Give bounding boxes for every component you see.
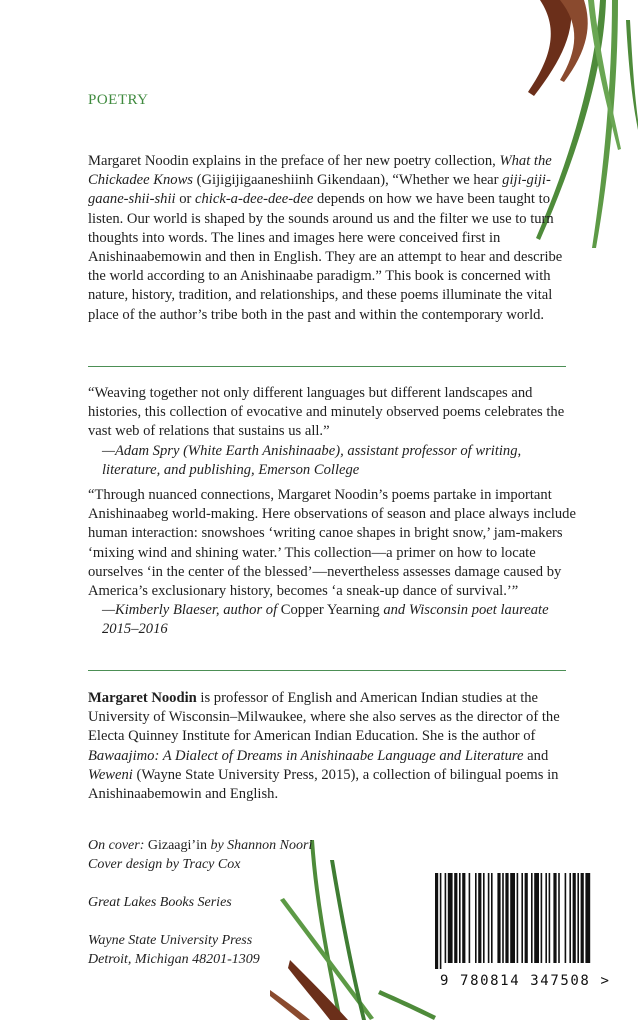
barcode-bar (475, 873, 477, 963)
barcode-bar (454, 873, 457, 963)
barcode-bar (521, 873, 523, 963)
book-title: What the Chickadee Knows (88, 153, 552, 189)
description-paragraph: Margaret Noodin explains in the preface of her new poetry collection, What the Chickadee Knows (Gijigijigaaneshiinh Gikendaan), “Whether we hear giji-giji-gaane-shii-shii or chick-a-dee-dee-dee depends on how we have been taught to listen. Our world is shaped by the sounds around us and the filter we use to turn thoughts into words. The lines and images here were conceived first in Anishinaabemowin and then in English. They are an attempt to hear and describe the world according to an Anishinaabe paradigm.” This book is concerned with nature, history, tradition, and relationships, and these poems illuminate the vital place of the author’s tribe both in the past and within the contemporary world. (88, 153, 563, 323)
barcode-bar (531, 873, 533, 963)
barcode-bar (534, 873, 539, 963)
barcode-bar (448, 873, 453, 963)
barcode-bar (549, 873, 551, 963)
barcode-bar (510, 873, 515, 963)
review-quote: “Weaving together not only different languages but different landscapes and histories, this collection of evocative and minutely observed poems celebrates the vast web of relations that sustains us all.” (88, 385, 565, 440)
barcode-bar (585, 873, 590, 963)
barcode-bar (553, 873, 556, 963)
barcode-bar (497, 873, 500, 963)
isbn-barcode (431, 873, 591, 971)
design-credit: Cover design by Tracy Cox (88, 857, 241, 872)
barcode-bar (459, 873, 461, 963)
barcode-bar (491, 873, 493, 963)
barcode-bar (483, 873, 485, 963)
barcode-bar (541, 873, 543, 963)
divider (88, 670, 566, 671)
barcode-bar (502, 873, 504, 963)
cover-credit: On cover: Gizaagi’in by Shannon Noori (88, 838, 313, 853)
barcode-bar (435, 873, 438, 969)
barcode-bar (440, 873, 442, 969)
author-name: Margaret Noodin (88, 690, 197, 706)
barcode-bar (577, 873, 579, 963)
isbn-number: 9 780814 347508 > (440, 973, 611, 989)
publisher-address: Detroit, Michigan 48201-1309 (88, 952, 260, 967)
publisher-name: Wayne State University Press (88, 933, 253, 948)
barcode-bar (462, 873, 465, 963)
barcode-bar (517, 873, 519, 963)
barcode-bar (569, 873, 571, 963)
barcode-bar (545, 873, 547, 963)
category-label: POETRY (88, 92, 149, 108)
barcode-bar (445, 873, 447, 963)
barcode-bar (525, 873, 528, 963)
review-attribution: —Kimberly Blaeser, author of Copper Yearning and Wisconsin poet laureate 2015–2016 (102, 602, 549, 638)
grass-illustration-bottom (270, 840, 440, 1020)
review-attribution: —Adam Spry (White Earth Anishinaabe), assistant professor of writing, literature, and publishing, Emerson College (102, 442, 522, 478)
review-quote: “Through nuanced connections, Margaret Noodin’s poems partake in important Anishinaabeg world-making. Here observations of season and place always include human interaction: snowshoes ‘writing canoe shapes in bright snow,’ jam-makers ‘mixing wind and shining water.’ This collection—a primer on how to locate ourselves ‘in the center of the blessed’—nevertheless assesses damage caused by America’s exclusionary history, becomes ‘a sneak-up dance of survival.’” (88, 487, 576, 600)
barcode-bar (469, 873, 471, 963)
barcode-bar (558, 873, 560, 963)
barcode-arrow: > (600, 973, 611, 989)
barcode-bar (488, 873, 490, 963)
review-blurb-2 (88, 486, 576, 640)
author-bio: Margaret Noodin is professor of English and American Indian studies at the University of Wisconsin–Milwaukee, where she also serves as the director of the Electa Quinney Institute for American Indian Education. She is the author of Bawaajimo: A Dialect of Dreams in Anishinaabe Language and Literature and Weweni (Wayne State University Press, 2015), a collection of bilingual poems in Anishinaabemowin and English. (88, 690, 560, 803)
barcode-bar (573, 873, 576, 963)
barcode-bar (505, 873, 508, 963)
barcode-bar (581, 873, 584, 963)
barcode-bar (565, 873, 567, 963)
divider (88, 366, 566, 367)
barcode-bar (478, 873, 481, 963)
series-name: Great Lakes Books Series (88, 895, 232, 910)
review-blurb-1 (88, 384, 576, 480)
